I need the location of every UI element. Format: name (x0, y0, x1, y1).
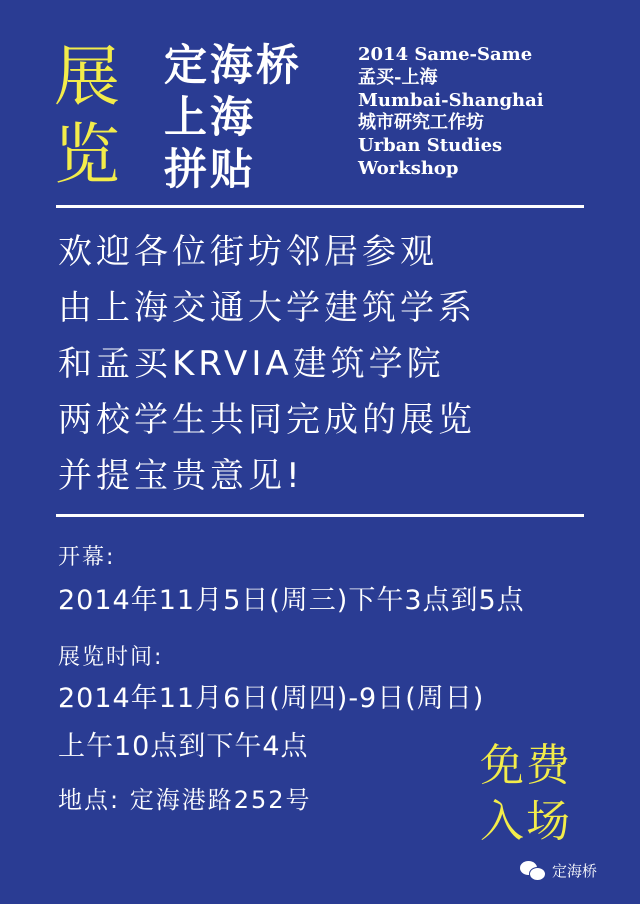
middle-divider (56, 514, 584, 517)
free-entry-line: 入场 (480, 796, 572, 847)
free-entry-line: 免费 (480, 740, 572, 791)
welcome-line: 并提宝贵意见! (58, 456, 304, 496)
wechat-icon (520, 861, 546, 881)
welcome-line: 和孟买KRVIA建筑学院 (58, 344, 445, 384)
subtitle-line: 孟买-上海 (358, 66, 438, 88)
subtitle-line: Urban Studies (358, 135, 503, 157)
watermark (520, 860, 597, 881)
main-title-line: 拼贴 (164, 145, 256, 195)
exhibition-time-label: 展览时间: (58, 645, 164, 670)
top-divider (56, 205, 584, 208)
opening-label: 开幕: (58, 545, 116, 570)
subtitle-line: 城市研究工作坊 (358, 112, 484, 134)
welcome-line: 两校学生共同完成的展览 (58, 400, 476, 440)
exhibition-date: 2014年11月6日(周四)-9日(周日) (58, 683, 485, 714)
main-title-line: 上海 (164, 93, 256, 143)
opening-time: 2014年11月5日(周三)下午3点到5点 (58, 585, 525, 616)
watermark-text: 定海桥 (552, 862, 598, 880)
exhibition-hours: 上午10点到下午4点 (58, 731, 309, 762)
main-title (164, 40, 302, 196)
subtitle-line: Mumbai-Shanghai (358, 89, 544, 111)
free-entry (480, 738, 600, 850)
welcome-message (58, 224, 476, 504)
subtitle-line: Workshop (358, 157, 459, 179)
workshop-subtitle (358, 44, 544, 181)
location: 地点: 定海港路252号 (58, 786, 312, 814)
exhibition-title-char: 览 (54, 116, 120, 193)
welcome-line: 欢迎各位街坊邻居参观 (58, 232, 438, 272)
welcome-line: 由上海交通大学建筑学系 (58, 288, 476, 328)
exhibition-title-char: 展 (54, 38, 120, 115)
main-title-line: 定海桥 (164, 41, 302, 91)
exhibition-title (54, 38, 134, 194)
subtitle-line: 2014 Same-Same (358, 44, 533, 65)
